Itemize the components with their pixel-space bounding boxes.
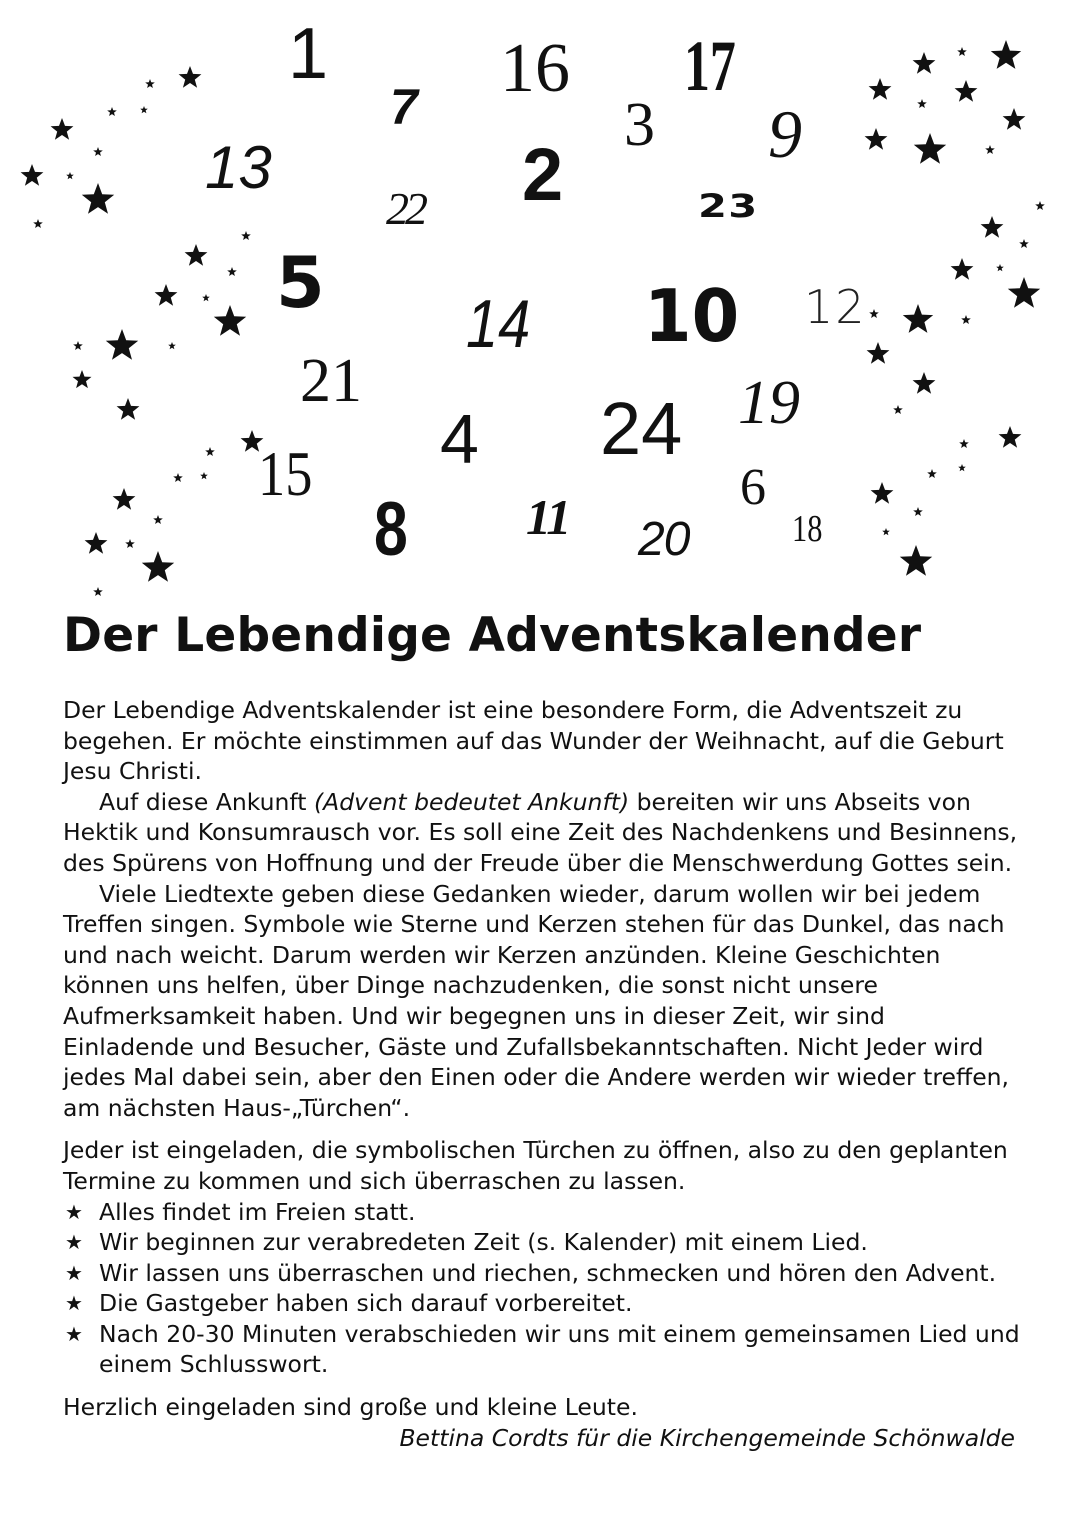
star-icon (893, 405, 903, 414)
list-item (63, 1227, 1023, 1258)
star-icon (21, 164, 44, 186)
calendar-number: 5 (276, 242, 325, 324)
list-item (63, 1288, 1023, 1319)
star-icon (153, 515, 163, 524)
star-icon (869, 309, 879, 318)
star-icon (113, 488, 136, 510)
text-segment: bereiten wir uns Abseits von Hektik und Konsumrausch vor. Es soll eine Zeit des Nachdenkens und Besinnens, des Spürens von Hoffnung und der Freude über die Menschwerdung Gottes sein. (63, 787, 1018, 877)
page-title: Der Lebendige Adventskalender (63, 608, 922, 663)
star-icon (927, 469, 937, 478)
star-icon (205, 447, 215, 456)
star-icon (903, 304, 933, 333)
star-icon (914, 133, 946, 164)
star-icon (955, 80, 978, 102)
star-icon: ★ (65, 1321, 83, 1346)
list-item-text: Alles findet im Freien statt. (99, 1197, 416, 1226)
star-icon (93, 587, 103, 596)
star-icon (173, 473, 183, 482)
calendar-number: 13 (205, 134, 272, 201)
star-icon (107, 107, 117, 116)
star-icon (73, 341, 83, 350)
star-icon (917, 99, 927, 108)
calendar-number: 12 (804, 280, 867, 334)
star-icon (117, 398, 140, 420)
star-icon (999, 426, 1022, 448)
intro-paragraph: Der Lebendige Adventskalender ist eine besondere Form, die Adventszeit zu begehen. Er möchte einstimmen auf das Wunder der Weihnacht, auf die Geburt Jesu Christi. (63, 696, 1004, 786)
star-icon (82, 183, 114, 214)
calendar-number: 24 (600, 387, 683, 470)
star-icon (900, 545, 932, 576)
star-icon (73, 370, 92, 388)
list-item-text: Wir beginnen zur verabredeten Zeit (s. Kalender) mit einem Lied. (99, 1228, 868, 1257)
songs-symbols-paragraph: Viele Liedtexte geben diese Gedanken wieder, darum wollen wir bei jedem Treffen singen. Symbole wie Sterne und Kerzen stehen für das Dunkel, das nach und nach weicht. Darum werden wir Kerzen anzünden. Kleine Geschichten können uns helfen, über Dinge nachzudenken, die sonst nicht unsere Aufmerksamkeit haben. Und wir begegnen uns in dieser Zeit, wir sind Einladende und Besucher, Gäste und Zufallsbekanntschaften. Nicht Jeder wird jedes Mal dabei sein, aber den Einen oder die Andere werden wir wieder treffen, am nächsten Haus-„Türchen“. (63, 879, 1010, 1122)
star-icon (33, 219, 43, 228)
text-segment: Auf diese Ankunft (99, 787, 314, 816)
calendar-number: 18 (792, 508, 823, 550)
calendar-number: 1 (288, 14, 329, 94)
rules-list (63, 1197, 1023, 1381)
star-icon (958, 464, 966, 471)
list-item (63, 1258, 1023, 1289)
star-icon (882, 528, 890, 535)
calendar-number: 22 (386, 183, 424, 234)
calendar-number: 17 (684, 26, 736, 106)
calendar-number: 11 (526, 489, 570, 545)
star-icon (227, 267, 237, 276)
calendar-number: 19 (738, 369, 800, 437)
star-icon: ★ (65, 1260, 83, 1285)
calendar-number: 9 (768, 96, 802, 172)
star-icon: ★ (65, 1291, 83, 1316)
star-icon (142, 551, 174, 582)
calendar-number: 4 (440, 400, 479, 478)
list-item-text: Nach 20-30 Minuten verabschieden wir uns mit einem gemeinsamen Lied und einem Schlusswort. (99, 1319, 1020, 1379)
star-icon (155, 284, 178, 306)
star-icon (202, 294, 210, 301)
advent-meaning-paragraph (63, 787, 1023, 879)
star-icon (241, 231, 251, 240)
star-icon (179, 66, 202, 88)
closing-line: Herzlich eingeladen sind große und kleine Leute. (63, 1393, 638, 1422)
star-icon (913, 507, 923, 516)
calendar-number: 6 (740, 459, 766, 516)
star-icon (85, 532, 108, 554)
star-icon (214, 305, 246, 336)
invitation-paragraph: Jeder ist eingeladen, die symbolischen Türchen zu öffnen, also zu den geplanten Termine zu kommen und sich überraschen zu lassen. (63, 1136, 1008, 1195)
star-icon (168, 342, 176, 349)
paragraph-gap (63, 1123, 1023, 1135)
star-icon (93, 147, 103, 156)
star-icon (991, 40, 1021, 69)
star-icon (985, 145, 995, 154)
calendar-number: 23 (698, 187, 759, 225)
star-icon: ★ (65, 1230, 83, 1255)
calendar-number: 15 (258, 438, 313, 509)
calendar-number: 21 (300, 347, 362, 415)
list-item (63, 1197, 1023, 1228)
star-icon (1008, 277, 1040, 308)
star-icon (106, 329, 138, 360)
star-icon (125, 539, 135, 548)
star-icon (145, 79, 155, 88)
list-item-text: Wir lassen uns überraschen und riechen, schmecken und hören den Advent. (99, 1258, 997, 1287)
star-icon (951, 258, 974, 280)
star-icon (865, 128, 888, 150)
star-icon (961, 315, 971, 324)
star-icon (51, 118, 74, 140)
calendar-number: 3 (624, 91, 655, 159)
calendar-number: 8 (374, 487, 408, 572)
list-item-text: Die Gastgeber haben sich darauf vorbereitet. (99, 1289, 633, 1318)
star-icon (871, 482, 894, 504)
star-icon (996, 264, 1004, 271)
paragraph-gap (63, 1380, 1023, 1392)
star-icon (981, 216, 1004, 238)
article-body (63, 695, 1023, 1453)
italic-note: (Advent bedeutet Ankunft) (313, 787, 630, 816)
star-icon (1003, 108, 1026, 130)
star-icon (66, 172, 74, 179)
star-icon (867, 342, 890, 364)
calendar-number: 14 (466, 286, 531, 362)
star-icon (140, 106, 148, 113)
calendar-number: 7 (390, 79, 418, 135)
star-icon (959, 439, 969, 448)
signature: Bettina Cordts für die Kirchengemeinde Schönwalde (399, 1423, 1015, 1452)
calendar-number: 16 (500, 30, 570, 107)
star-icon (913, 52, 936, 74)
star-icon (1019, 239, 1029, 248)
star-icon (1035, 201, 1045, 210)
list-item (63, 1319, 1023, 1380)
calendar-number: 20 (638, 513, 690, 566)
star-icon (913, 372, 936, 394)
star-icon (869, 78, 892, 100)
calendar-number: 10 (644, 274, 740, 358)
star-icon (200, 472, 208, 479)
calendar-number: 2 (522, 133, 564, 216)
star-icon (957, 47, 967, 56)
star-icon (185, 244, 208, 266)
star-icon: ★ (65, 1199, 83, 1224)
